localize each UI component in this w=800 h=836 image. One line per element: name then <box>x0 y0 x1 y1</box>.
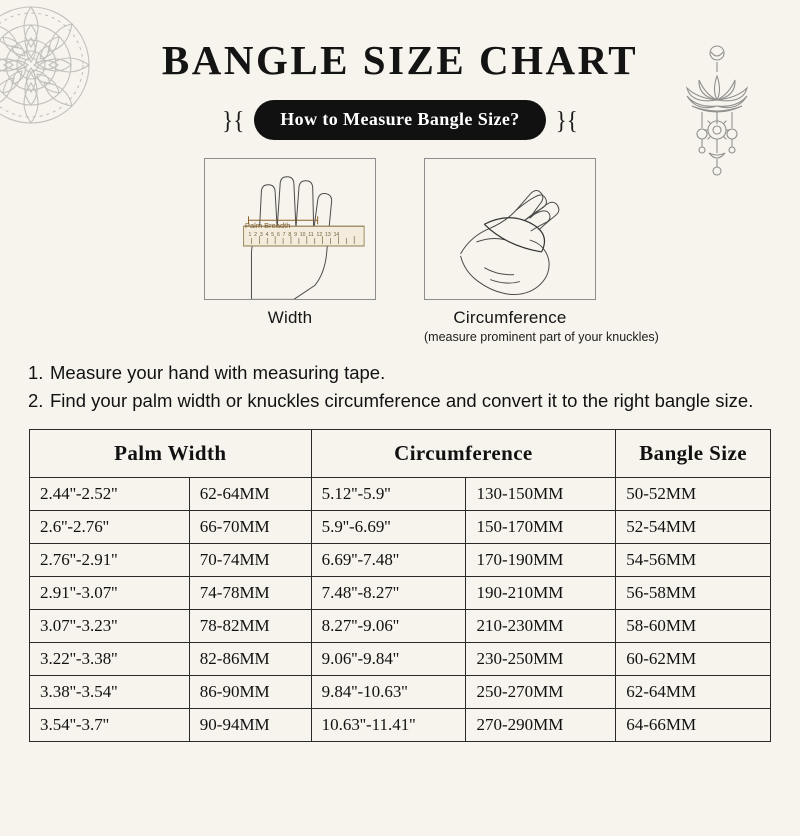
panel-circumference-caption: Circumference <box>453 308 567 327</box>
cell-palm-mm: 62-64MM <box>189 477 311 510</box>
table-row <box>30 510 771 543</box>
palm-breadth-label: Palm Breadth <box>245 221 291 230</box>
table-row <box>30 576 771 609</box>
cell-circ-mm: 250-270MM <box>466 675 616 708</box>
cell-palm-in: 2.6''-2.76'' <box>30 510 190 543</box>
cell-circ-in: 10.63''-11.41'' <box>311 708 466 741</box>
cell-circ-mm: 190-210MM <box>466 576 616 609</box>
step-1 <box>28 360 768 386</box>
cell-size: 58-60MM <box>616 609 771 642</box>
table-row <box>30 642 771 675</box>
how-to-measure-pill: How to Measure Bangle Size? <box>254 100 545 140</box>
instruction-steps <box>28 360 768 415</box>
table-body <box>30 477 771 741</box>
header-circumference: Circumference <box>311 429 616 477</box>
panel-width-caption: Width <box>267 308 313 327</box>
table-header-row <box>30 429 771 477</box>
table-row <box>30 543 771 576</box>
table-row <box>30 477 771 510</box>
cell-palm-in: 3.22''-3.38'' <box>30 642 190 675</box>
cell-circ-mm: 170-190MM <box>466 543 616 576</box>
step-2-number: 2. <box>28 390 44 412</box>
cell-circ-mm: 230-250MM <box>466 642 616 675</box>
cell-circ-in: 6.69''-7.48'' <box>311 543 466 576</box>
step-1-number: 1. <box>28 362 44 383</box>
table-row <box>30 609 771 642</box>
cell-circ-mm: 270-290MM <box>466 708 616 741</box>
step-1-text: Measure your hand with measuring tape. <box>50 362 386 383</box>
illustration-panels <box>0 158 800 344</box>
knuckle-circumference-illustration <box>424 158 596 300</box>
size-table <box>29 429 771 742</box>
cell-size: 52-54MM <box>616 510 771 543</box>
cell-palm-mm: 74-78MM <box>189 576 311 609</box>
table-row <box>30 708 771 741</box>
cell-palm-in: 2.76''-2.91'' <box>30 543 190 576</box>
cell-circ-in: 5.12''-5.9'' <box>311 477 466 510</box>
cell-palm-in: 2.44''-2.52'' <box>30 477 190 510</box>
panel-circumference <box>424 158 659 344</box>
cell-circ-in: 9.84''-10.63'' <box>311 675 466 708</box>
cell-palm-mm: 78-82MM <box>189 609 311 642</box>
step-2 <box>28 388 768 414</box>
cell-palm-in: 3.54''-3.7'' <box>30 708 190 741</box>
table-row <box>30 675 771 708</box>
cell-circ-mm: 210-230MM <box>466 609 616 642</box>
cell-size: 54-56MM <box>616 543 771 576</box>
cell-palm-mm: 86-90MM <box>189 675 311 708</box>
cell-palm-mm: 66-70MM <box>189 510 311 543</box>
cell-circ-in: 9.06''-9.84'' <box>311 642 466 675</box>
cell-circ-in: 7.48''-8.27'' <box>311 576 466 609</box>
cell-circ-in: 5.9''-6.69'' <box>311 510 466 543</box>
cell-palm-mm: 70-74MM <box>189 543 311 576</box>
cell-palm-mm: 90-94MM <box>189 708 311 741</box>
cell-size: 56-58MM <box>616 576 771 609</box>
step-2-text: Find your palm width or knuckles circumference and convert it to the right bangle size. <box>50 390 754 412</box>
how-to-banner <box>0 100 800 140</box>
flourish-left-icon: }{ <box>222 106 245 134</box>
panel-width <box>204 158 376 344</box>
cell-size: 64-66MM <box>616 708 771 741</box>
header-bangle-size: Bangle Size <box>616 429 771 477</box>
cell-circ-mm: 130-150MM <box>466 477 616 510</box>
flourish-right-icon: }{ <box>555 106 578 134</box>
cell-circ-mm: 150-170MM <box>466 510 616 543</box>
cell-palm-in: 2.91''-3.07'' <box>30 576 190 609</box>
cell-size: 50-52MM <box>616 477 771 510</box>
palm-width-illustration <box>204 158 376 300</box>
cell-palm-mm: 82-86MM <box>189 642 311 675</box>
cell-size: 62-64MM <box>616 675 771 708</box>
cell-circ-in: 8.27''-9.06'' <box>311 609 466 642</box>
cell-palm-in: 3.38''-3.54'' <box>30 675 190 708</box>
ruler-numbers: 1 2 3 4 5 6 7 8 9 10 11 12 13 14 <box>248 232 340 239</box>
header-palm-width: Palm Width <box>30 429 312 477</box>
page-title: BANGLE SIZE CHART <box>161 37 639 83</box>
cell-size: 60-62MM <box>616 642 771 675</box>
cell-palm-in: 3.07''-3.23'' <box>30 609 190 642</box>
panel-circumference-subcaption: (measure prominent part of your knuckles) <box>424 330 659 344</box>
